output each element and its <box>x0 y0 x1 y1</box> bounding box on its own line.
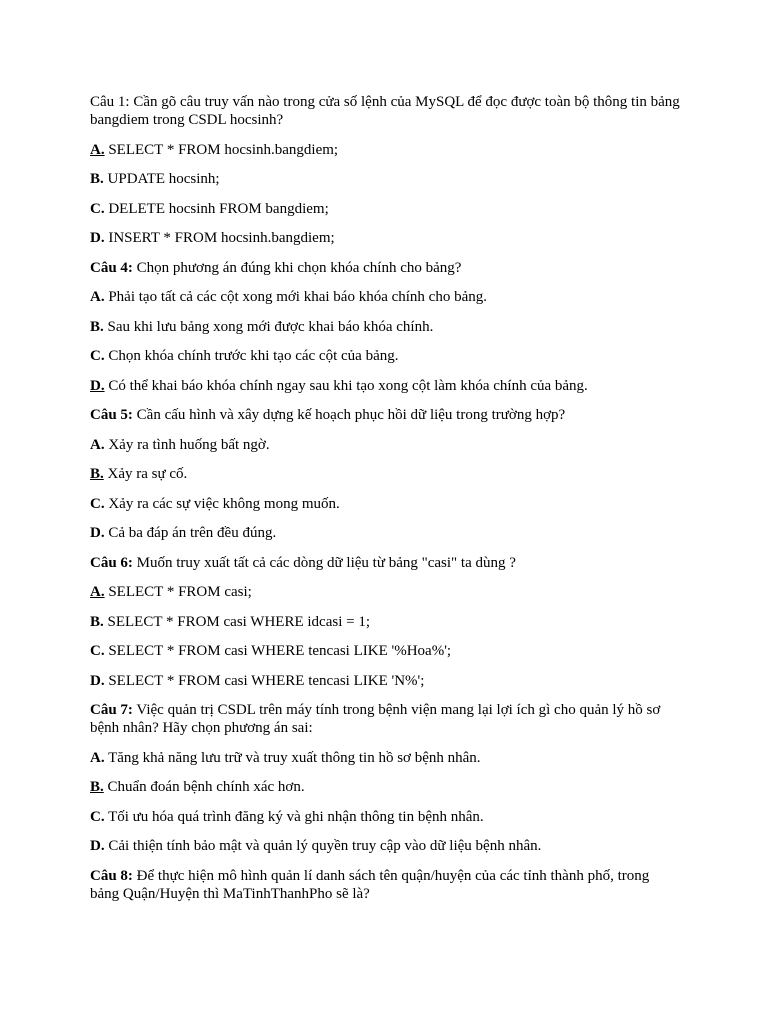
option-c <box>90 642 680 660</box>
question-6 <box>90 554 680 572</box>
option-letter: A. <box>90 749 105 766</box>
option-d <box>90 229 680 247</box>
option-letter: C. <box>90 495 105 512</box>
option-letter: C. <box>90 200 105 217</box>
option-text: SELECT * FROM hocsinh.bangdiem; <box>108 141 339 158</box>
option-b <box>90 778 680 796</box>
option-letter: B. <box>90 318 104 335</box>
option-letter: A. <box>90 289 105 305</box>
option-text: SELECT * FROM casi WHERE idcasi = 1; <box>107 613 370 630</box>
option-c <box>90 808 680 826</box>
option-letter: C. <box>90 808 105 825</box>
option-text: Có thể khai báo khóa chính ngay sau khi tạo xong cột làm khóa chính của bảng. <box>108 377 588 394</box>
option-text: INSERT * FROM hocsinh.bangdiem; <box>108 230 335 246</box>
option-text: Tối ưu hóa quá trình đăng ký và ghi nhận thông tin bệnh nhân. <box>108 808 484 825</box>
option-d <box>90 837 680 855</box>
question-label: Câu 6: <box>90 554 133 571</box>
option-text: UPDATE hocsinh; <box>107 171 220 187</box>
option-letter: D. <box>90 377 105 394</box>
option-a <box>90 749 680 767</box>
question-1 <box>90 93 680 129</box>
option-text: Cải thiện tính bảo mật và quản lý quyền truy cập vào dữ liệu bệnh nhân. <box>108 838 542 854</box>
option-letter: B. <box>90 613 104 630</box>
option-letter: A. <box>90 584 105 600</box>
option-b <box>90 318 680 336</box>
question-text: Cần cấu hình và xây dựng kế hoạch phục hồi dữ liệu trong trường hợp? <box>136 407 566 423</box>
option-d <box>90 672 680 690</box>
option-text: SELECT * FROM casi; <box>108 584 252 600</box>
question-label: Câu 5: <box>90 407 133 423</box>
question-7 <box>90 701 680 737</box>
option-letter: B. <box>90 171 104 187</box>
option-b <box>90 170 680 188</box>
question-8 <box>90 867 680 903</box>
option-text: Xảy ra tình huống bất ngờ. <box>108 436 270 453</box>
option-c <box>90 200 680 218</box>
option-b <box>90 613 680 631</box>
option-letter: D. <box>90 230 105 246</box>
option-text: Cả ba đáp án trên đều đúng. <box>108 525 277 541</box>
option-text: Xảy ra các sự việc không mong muốn. <box>108 495 340 512</box>
option-text: DELETE hocsinh FROM bangdiem; <box>108 200 329 217</box>
question-label: Câu 1: <box>90 94 130 110</box>
option-letter: C. <box>90 348 105 364</box>
option-letter: D. <box>90 525 105 541</box>
option-letter: C. <box>90 643 105 659</box>
question-label: Câu 7: <box>90 702 133 718</box>
option-text: Tăng khả năng lưu trữ và truy xuất thông tin hồ sơ bệnh nhân. <box>108 749 481 766</box>
option-letter: B. <box>90 466 104 482</box>
option-letter: D. <box>90 672 105 689</box>
option-text: Sau khi lưu bảng xong mới được khai báo khóa chính. <box>107 318 434 335</box>
question-text: Việc quản trị CSDL trên máy tính trong bệnh viện mang lại lợi ích gì cho quản lý hồ sơ bệnh nhân? Hãy chọn phương án sai: <box>90 702 661 736</box>
document-page <box>90 93 680 914</box>
question-label: Câu 4: <box>90 259 133 276</box>
question-4 <box>90 259 680 277</box>
option-a <box>90 288 680 306</box>
question-text: Chọn phương án đúng khi chọn khóa chính cho bảng? <box>136 259 462 276</box>
question-text: Để thực hiện mô hình quản lí danh sách tên quận/huyện của các tỉnh thành phố, trong bảng Quận/Huyện thì MaTinhThanhPho sẽ là? <box>90 867 650 902</box>
option-text: SELECT * FROM casi WHERE tencasi LIKE '%Hoa%'; <box>108 643 452 659</box>
option-text: Chọn khóa chính trước khi tạo các cột của bảng. <box>108 348 399 364</box>
option-text: Xảy ra sự cố. <box>107 466 188 482</box>
option-d <box>90 524 680 542</box>
option-letter: D. <box>90 838 105 854</box>
option-c <box>90 347 680 365</box>
option-text: Chuẩn đoán bệnh chính xác hơn. <box>107 779 305 795</box>
question-text: Muốn truy xuất tất cả các dòng dữ liệu từ bảng "casi" ta dùng ? <box>136 554 516 571</box>
option-text: SELECT * FROM casi WHERE tencasi LIKE 'N%'; <box>108 672 425 689</box>
question-text: Cần gõ câu truy vấn nào trong cửa số lệnh của MySQL để đọc được toàn bộ thông tin bảng bangdiem trong CSDL hocsinh? <box>90 94 680 128</box>
option-d <box>90 377 680 395</box>
option-a <box>90 583 680 601</box>
option-letter: A. <box>90 436 105 453</box>
question-label: Câu 8: <box>90 867 133 884</box>
option-letter: A. <box>90 141 105 158</box>
option-a <box>90 436 680 454</box>
option-text: Phải tạo tất cả các cột xong mới khai báo khóa chính cho bảng. <box>108 289 487 305</box>
option-c <box>90 495 680 513</box>
option-b <box>90 465 680 483</box>
question-5 <box>90 406 680 424</box>
option-letter: B. <box>90 779 104 795</box>
option-a <box>90 141 680 159</box>
